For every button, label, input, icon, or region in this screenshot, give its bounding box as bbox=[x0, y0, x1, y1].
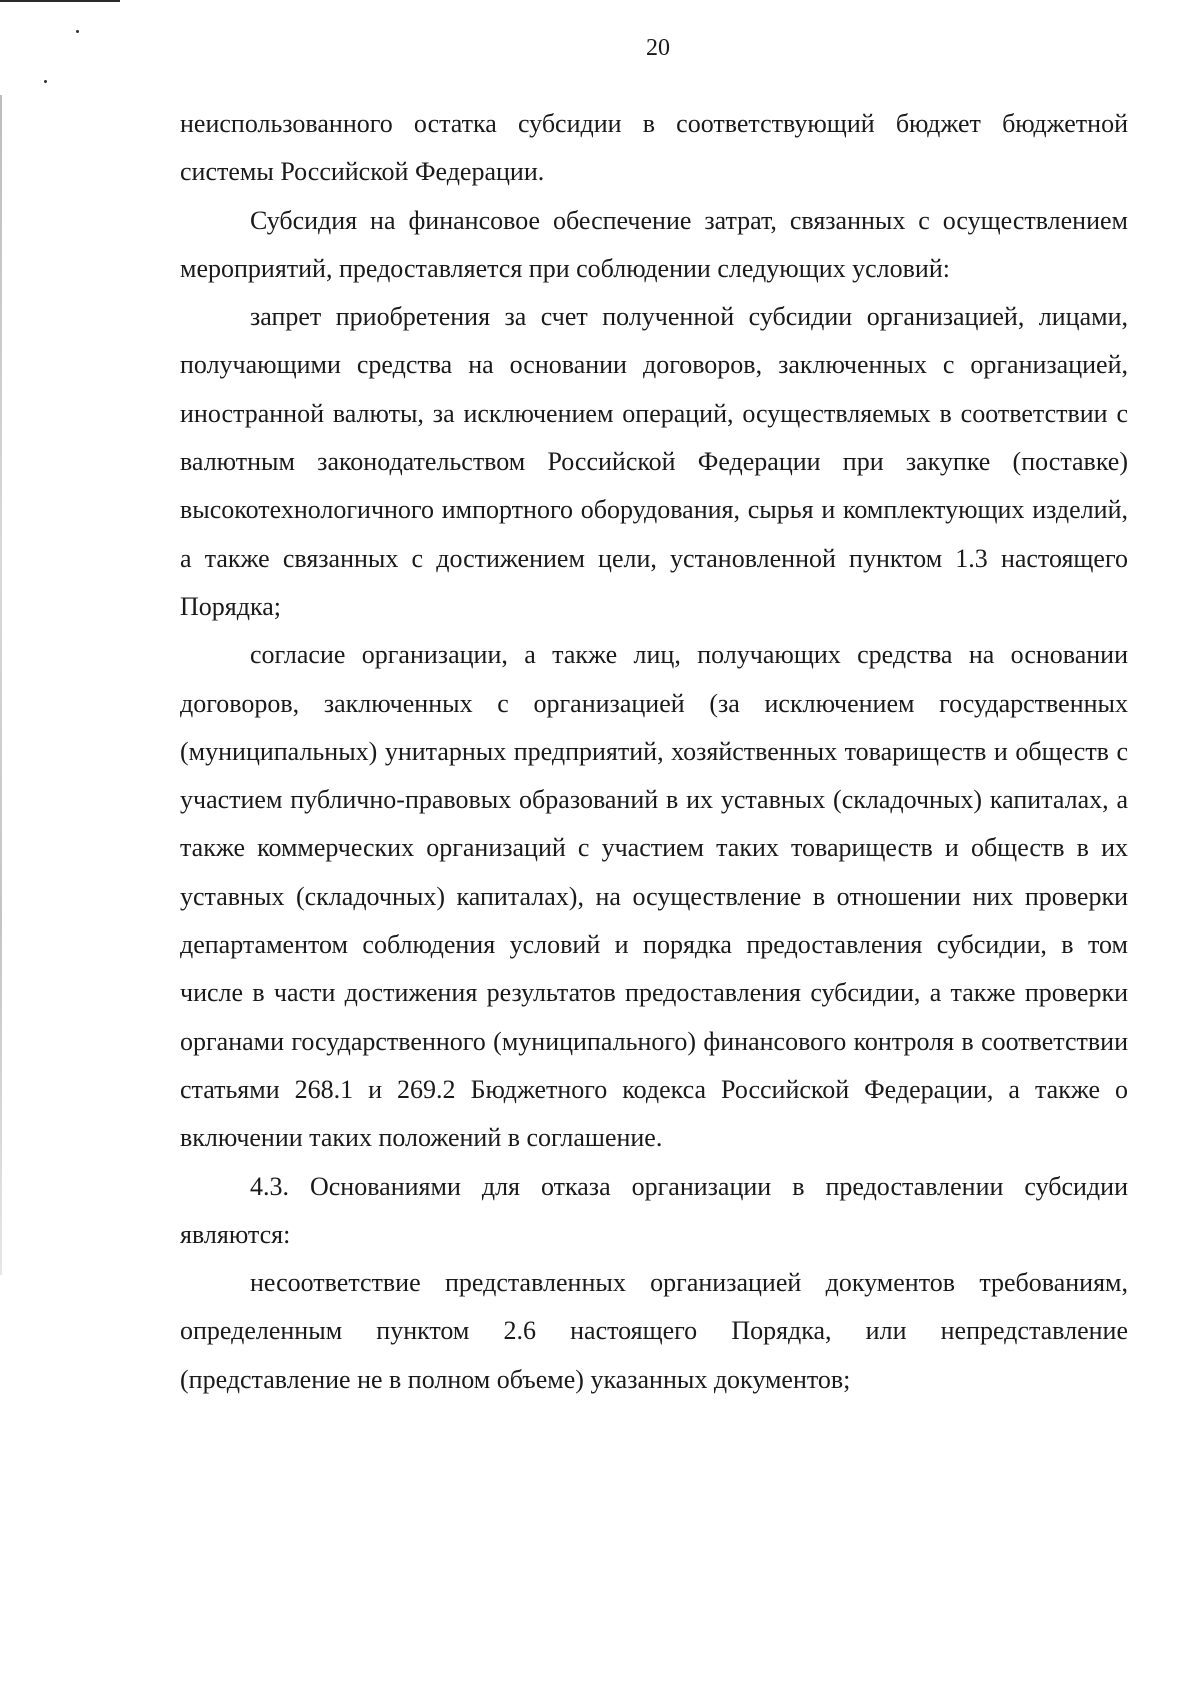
paragraph-4: согласие организации, а также лиц, получающих средства на основании договоров, заключенных с организацией (за исключением государственных (муниципальных) унитарных предприятий, хозяйственных товариществ и обществ с участием публично-правовых образований в их уставных (складочных) капиталах, а также коммерческих организаций с участием таких товариществ и обществ в их уставных (складочных) капиталах), на осуществление в отношении них проверки департаментом соблюдения условий и порядка предоставления субсидии, в том числе в части достижения результатов предоставления субсидии, а также проверки органами государственного (муниципального) финансового контроля в соответствии статьями 268.1 и 269.2 Бюджетного кодекса Российской Федерации, а также о включении таких положений в соглашение. bbox=[180, 640, 1128, 1153]
paragraph-1: неиспользованного остатка субсидии в соответствующий бюджет бюджетной системы Российской Федерации. bbox=[180, 109, 1128, 187]
scan-edge-mark-top bbox=[0, 0, 120, 2]
paragraph-5: 4.3. Основаниями для отказа организации в предоставлении субсидии являются: bbox=[180, 1171, 1128, 1249]
scan-speck bbox=[44, 80, 47, 83]
document-body bbox=[180, 100, 1128, 1404]
page-number: 20 bbox=[646, 35, 670, 61]
paragraph-2: Субсидия на финансовое обеспечение затрат, связанных с осуществлением мероприятий, предоставляется при соблюдении следующих условий: bbox=[180, 205, 1128, 283]
scan-edge-mark-left bbox=[0, 95, 2, 1275]
paragraph-3: запрет приобретения за счет полученной субсидии организацией, лицами, получающими средства на основании договоров, заключенных с организацией, иностранной валюты, за исключением операций, осуществляемых в соответствии с валютным законодательством Российской Федерации при закупке (поставке) высокотехнологичного импортного оборудования, сырья и комплектующих изделий, а также связанных с достижением цели, установленной пунктом 1.3 настоящего Порядка; bbox=[180, 302, 1128, 621]
scan-speck bbox=[76, 30, 79, 33]
paragraph-6: несоответствие представленных организацией документов требованиям, определенным пунктом 2.6 настоящего Порядка, или непредставление (представление не в полном объеме) указанных документов; bbox=[180, 1268, 1128, 1394]
